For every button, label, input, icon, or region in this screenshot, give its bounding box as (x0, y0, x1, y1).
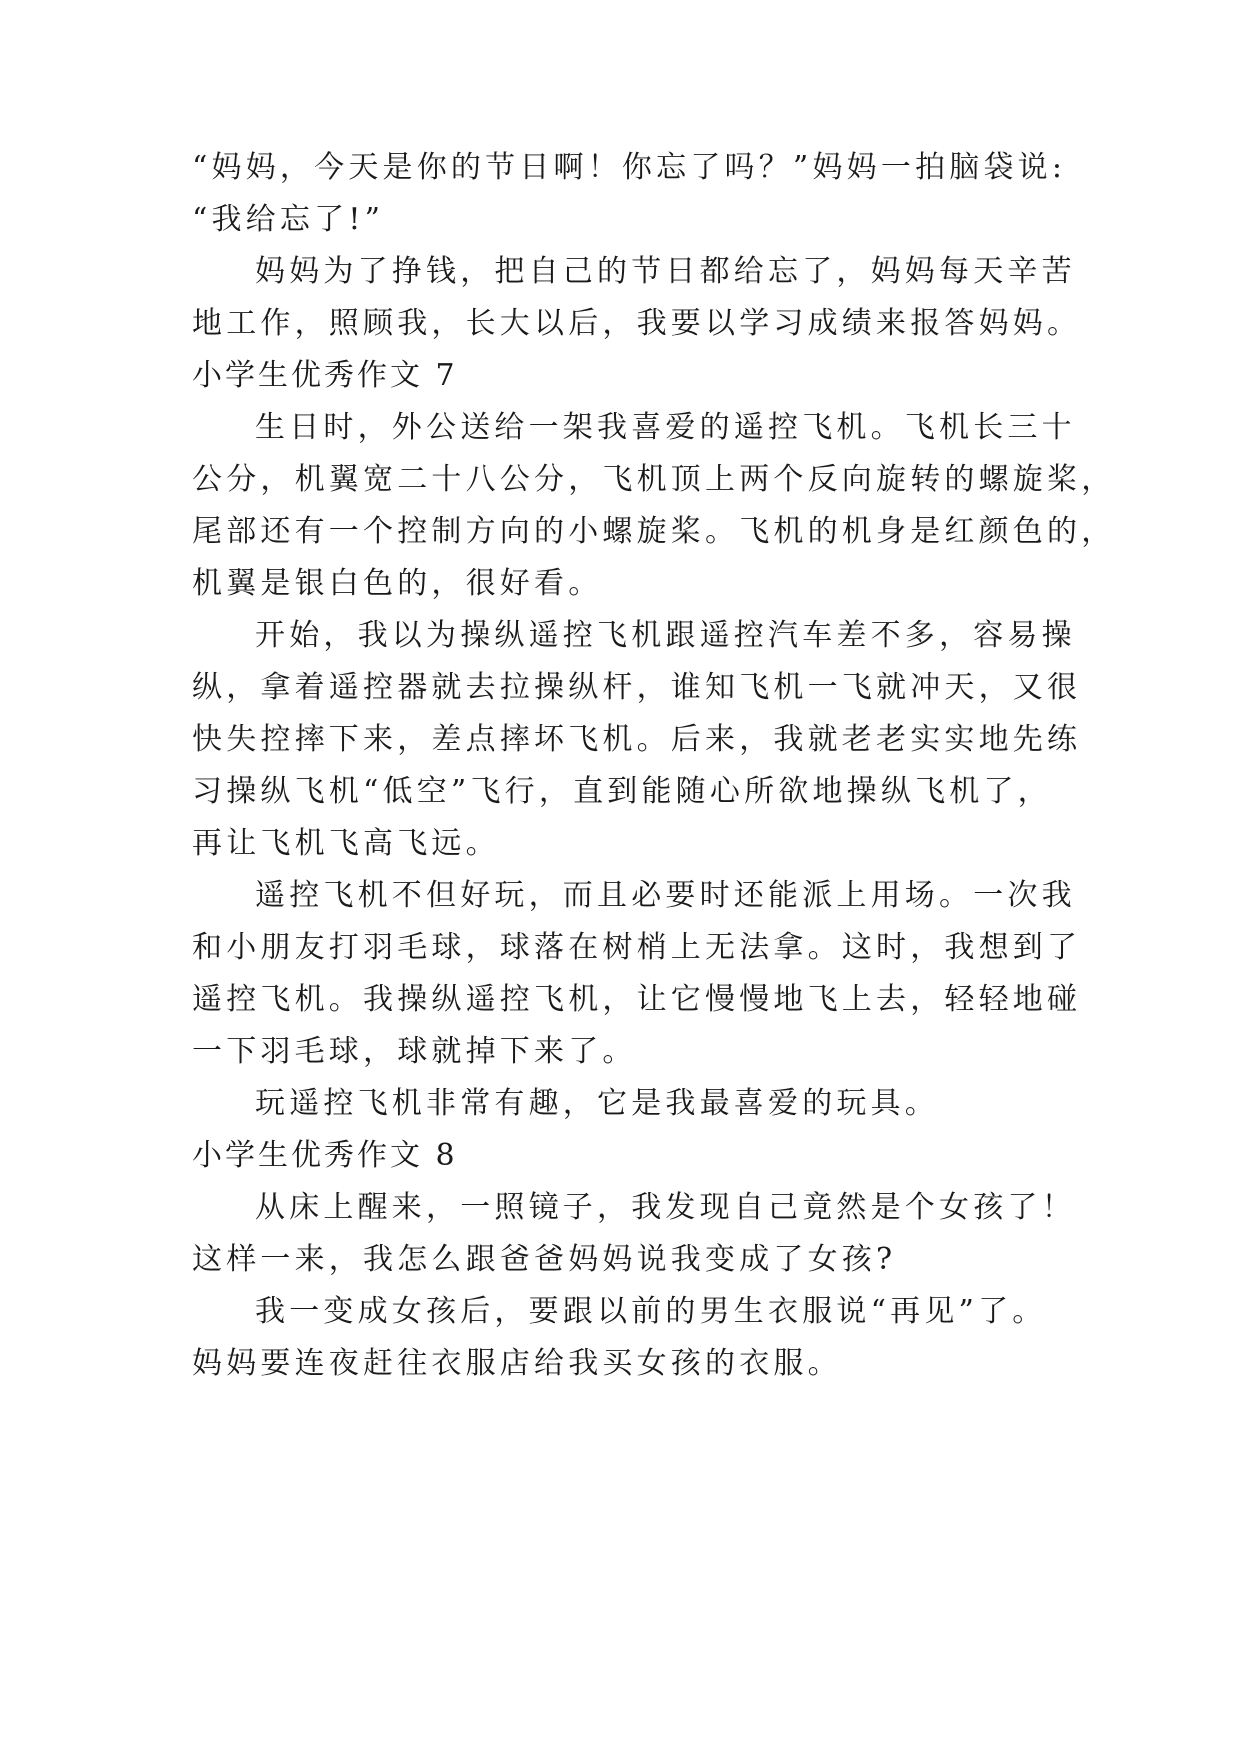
text-line: “我给忘了!” (192, 202, 385, 237)
paragraph-first-line: 开始，我以为操纵遥控飞机跟遥控汽车差不多，容易操 (255, 618, 1076, 653)
text-line: 和小朋友打羽毛球，球落在树梢上无法拿。这时，我想到了 (192, 930, 1082, 965)
text-line: 一下羽毛球，球就掉下来了。 (192, 1034, 637, 1069)
text-line: 习操纵飞机“低空”飞行，直到能随心所欲地操纵飞机了， (192, 774, 1052, 809)
paragraph-first-line: 我一变成女孩后，要跟以前的男生衣服说“再见”了。 (255, 1294, 1047, 1329)
section-heading: 小学生优秀作文 8 (192, 1138, 458, 1173)
text-line: 遥控飞机。我操纵遥控飞机，让它慢慢地飞上去，轻轻地碰 (192, 982, 1082, 1017)
paragraph-first-line: 玩遥控飞机非常有趣，它是我最喜爱的玩具。 (255, 1086, 939, 1121)
text-line: 机翼是银白色的，很好看。 (192, 566, 603, 601)
text-line: “妈妈，今天是你的节日啊！你忘了吗？”妈妈一拍脑袋说: (192, 150, 1067, 185)
paragraph-first-line: 妈妈为了挣钱，把自己的节日都给忘了，妈妈每天辛苦 (255, 254, 1076, 289)
text-line: 尾部还有一个控制方向的小螺旋桨。飞机的机身是红颜色的， (192, 514, 1116, 549)
text-line: 纵，拿着遥控器就去拉操纵杆，谁知飞机一飞就冲天，又很 (192, 670, 1082, 705)
text-line: 地工作，照顾我，长大以后，我要以学习成绩来报答妈妈。 (192, 306, 1082, 341)
section-heading: 小学生优秀作文 7 (192, 358, 458, 393)
text-line: 这样一来，我怎么跟爸爸妈妈说我变成了女孩? (192, 1242, 897, 1277)
paragraph-first-line: 遥控飞机不但好玩，而且必要时还能派上用场。一次我 (255, 878, 1076, 913)
paragraph-first-line: 从床上醒来，一照镜子，我发现自己竟然是个女孩了！ (255, 1190, 1076, 1225)
text-line: 再让飞机飞高飞远。 (192, 826, 500, 861)
text-line: 妈妈要连夜赶往衣服店给我买女孩的衣服。 (192, 1346, 842, 1381)
text-line: 快失控摔下来，差点摔坏飞机。后来，我就老老实实地先练 (192, 722, 1082, 757)
paragraph-first-line: 生日时，外公送给一架我喜爱的遥控飞机。飞机长三十 (255, 410, 1076, 445)
text-line: 公分，机翼宽二十八公分，飞机顶上两个反向旋转的螺旋桨， (192, 462, 1116, 497)
